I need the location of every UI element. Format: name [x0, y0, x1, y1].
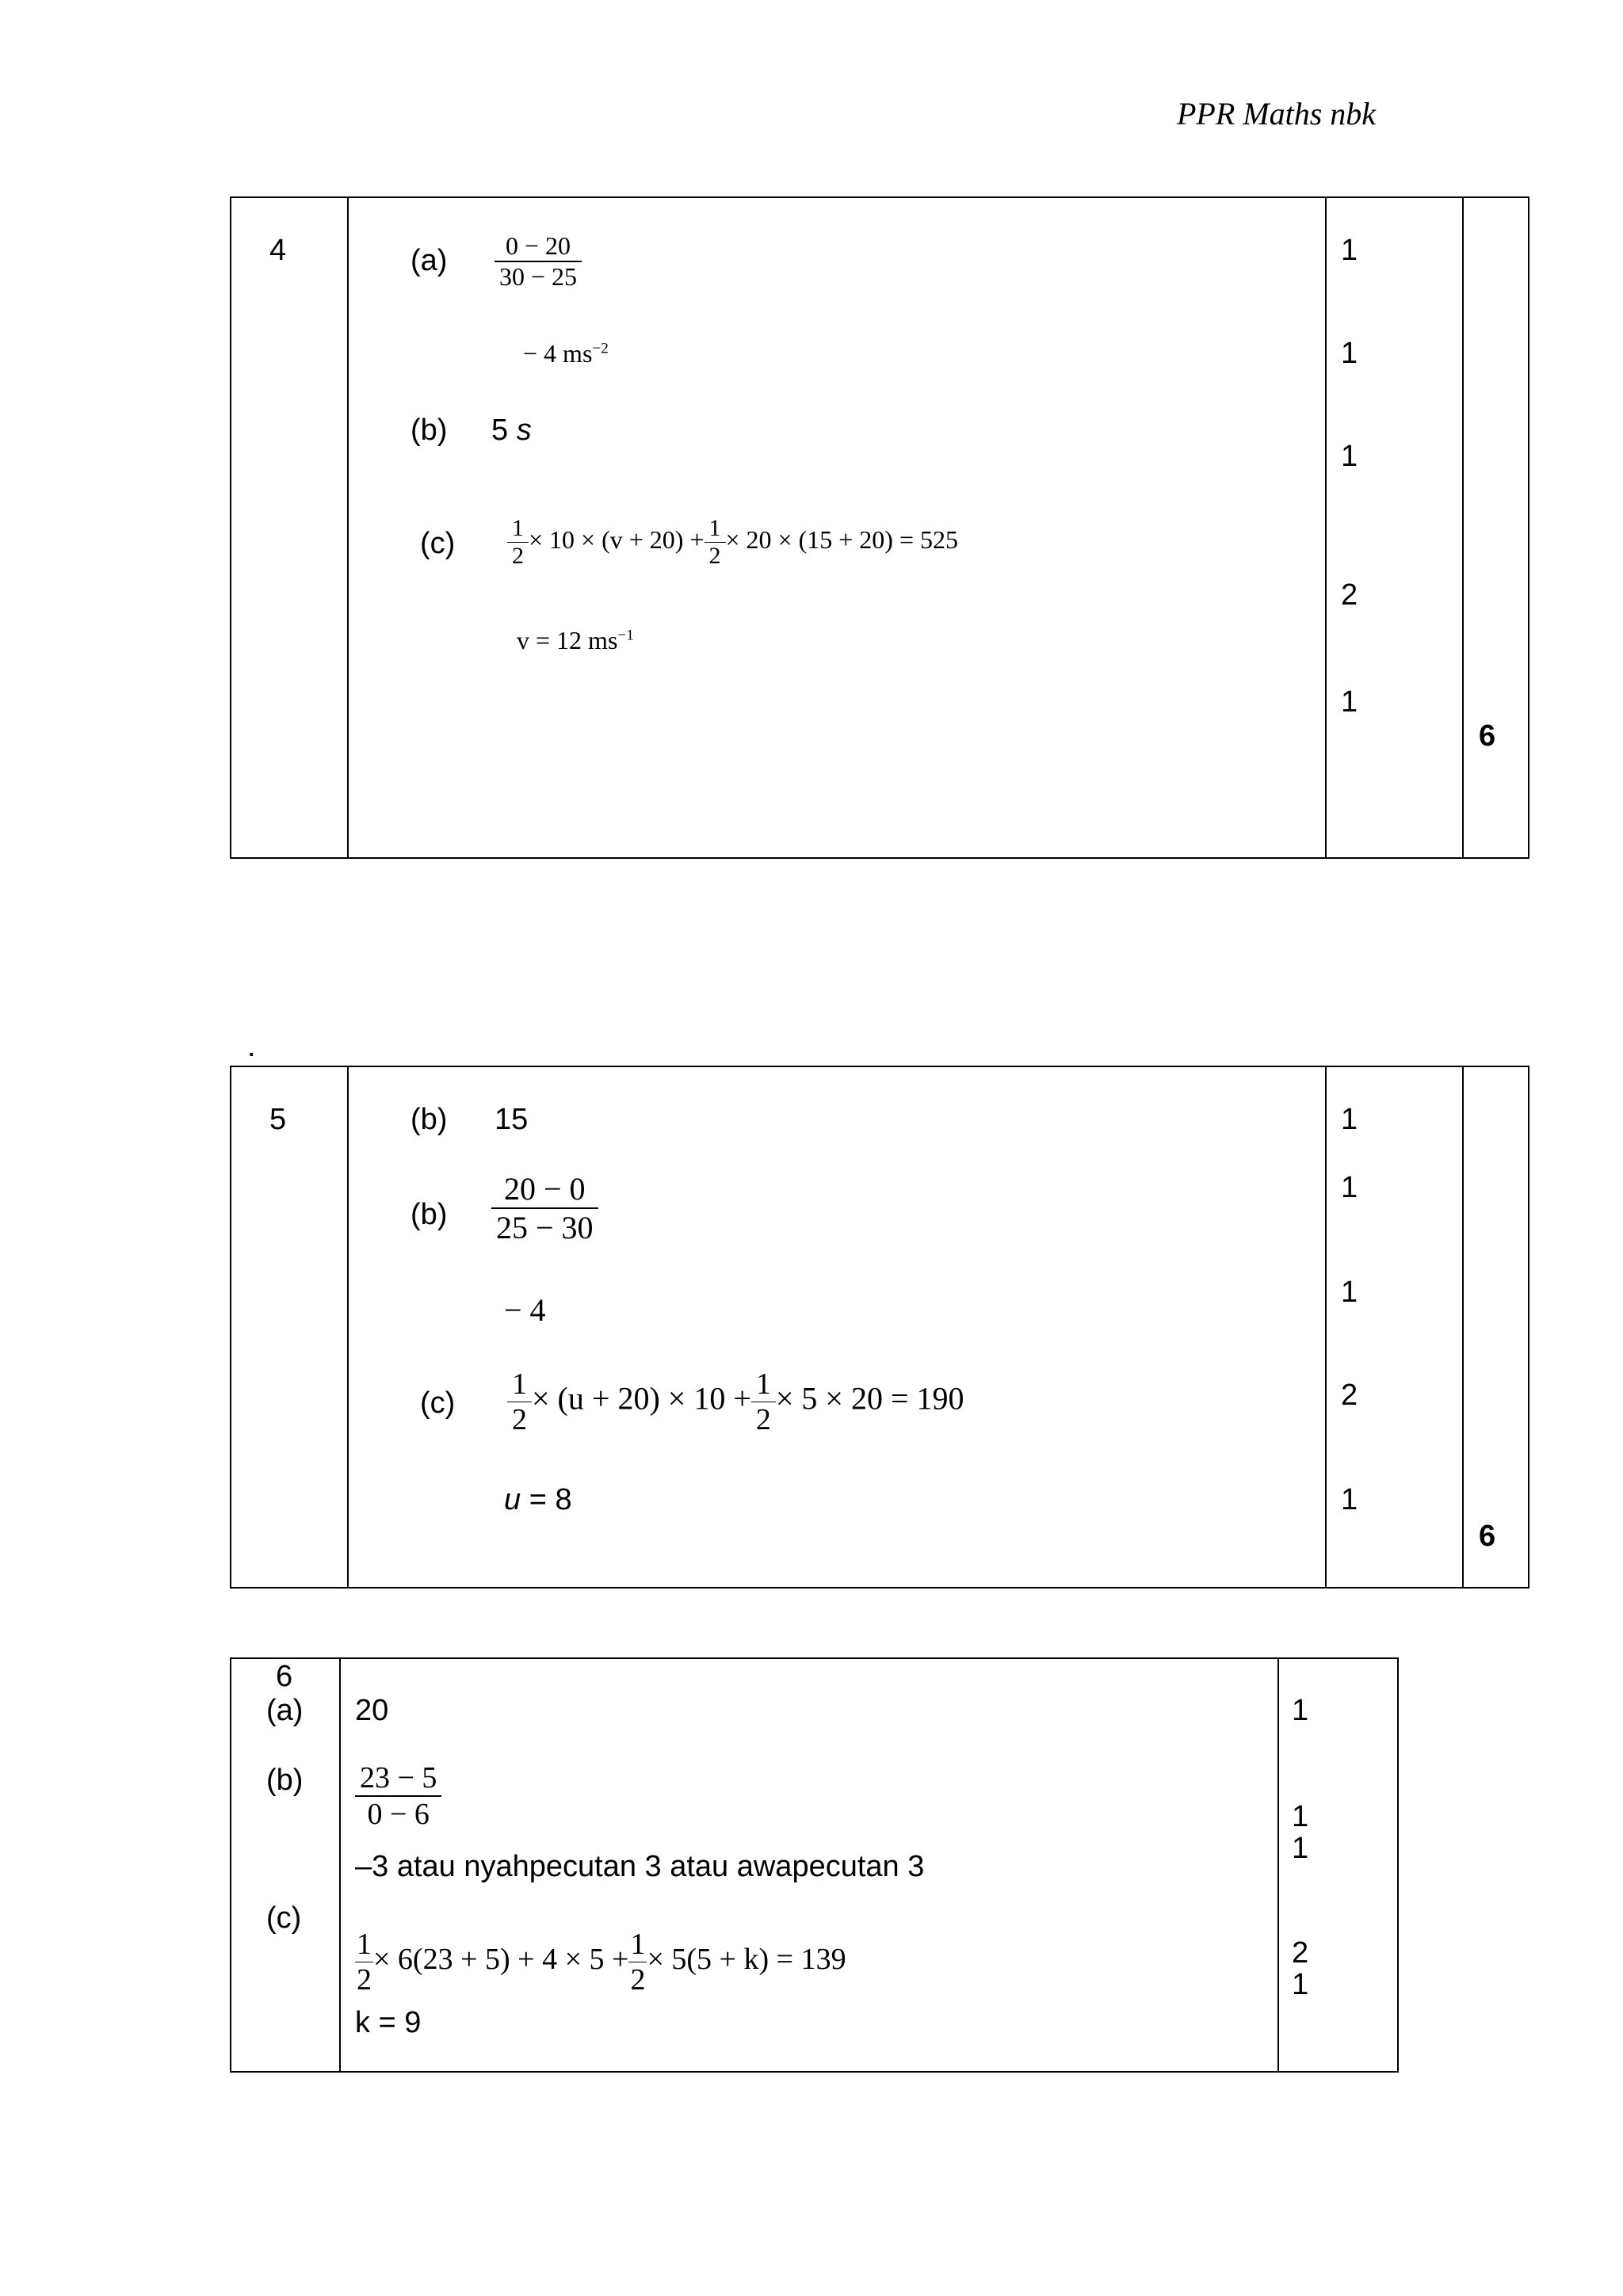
q5-mark-5: 1	[1341, 1483, 1358, 1516]
q5-a-answer: 15	[495, 1103, 529, 1136]
q4-a-label: (a)	[411, 244, 448, 277]
q6-mark-3: 1	[1292, 1832, 1309, 1865]
q6-divider-1	[339, 1657, 341, 2073]
q5-divider-3	[1462, 1066, 1464, 1589]
q4-mark-5: 1	[1341, 685, 1358, 719]
q5-divider-2	[1325, 1066, 1327, 1589]
q4-b-answer: 5 s	[491, 414, 532, 447]
q6-mark-4: 2	[1292, 1936, 1309, 1970]
q5-mark-4: 2	[1341, 1379, 1358, 1412]
q4-b-label: (b)	[411, 414, 448, 447]
q4-mark-1: 1	[1341, 234, 1358, 267]
q5-a-label: (b)	[411, 1103, 448, 1136]
q6-c-answer: k = 9	[355, 2006, 422, 2039]
q4-c-equation: $\frac{1}{2}$ × 10 × (v + 20) + $\frac{1}{2}$ × 20 × (15 + 20) = 525	[507, 515, 958, 570]
q4-mark-4: 2	[1341, 578, 1358, 612]
q5-total: 6	[1479, 1520, 1496, 1553]
q5-table	[230, 1066, 1529, 1589]
q5-c-label: (c)	[420, 1386, 456, 1420]
q6-c-label: (c)	[266, 1901, 302, 1935]
q4-mark-2: 1	[1341, 337, 1358, 370]
q6-mark-5: 1	[1292, 1968, 1309, 2001]
q5-mark-3: 1	[1341, 1276, 1358, 1309]
q5-b-answer: − 4	[504, 1292, 546, 1328]
q4-divider-1	[347, 196, 349, 859]
q4-mark-3: 1	[1341, 440, 1358, 473]
q5-mark-2: 1	[1341, 1171, 1358, 1204]
q4-c-label: (c)	[420, 527, 456, 560]
q4-a-fraction: $\frac{0 - 20}{30 - 25}$	[495, 231, 582, 292]
q5-b-fraction: $\frac{20 - 0}{25 - 30}$	[491, 1170, 598, 1246]
q5-number: 5	[269, 1103, 287, 1136]
page-header: PPR Maths nbk	[1177, 96, 1377, 132]
q4-c-answer: v = 12 $ms^{-1}$	[517, 626, 634, 654]
q5-divider-1	[347, 1066, 349, 1589]
q6-divider-2	[1277, 1657, 1279, 2073]
q5-mark-1: 1	[1341, 1103, 1358, 1136]
q4-number: 4	[269, 234, 287, 267]
q6-b-fraction: $\frac{23 - 5}{0 - 6}$	[355, 1760, 441, 1832]
q6-b-label: (b)	[266, 1764, 304, 1797]
q4-divider-3	[1462, 196, 1464, 859]
q6-a-label: (a)	[266, 1694, 304, 1727]
q4-divider-2	[1325, 196, 1327, 859]
q5-c-answer: u = 8	[504, 1483, 572, 1516]
q4-total: 6	[1479, 719, 1496, 753]
q4-a-answer: − 4 $ms^{-2}$	[523, 339, 609, 368]
q5-b-label: (b)	[411, 1198, 448, 1231]
q6-c-equation: $\frac{1}{2}$ × 6(23 + 5) + 4 × 5 + $\frac{1}{2}$ × 5(5 + k) = 139	[357, 1928, 846, 1997]
q5-c-equation: $\frac{1}{2}$ × (u + 20) × 10 + $\frac{1}{2}$ × 5 × 20 = 190	[507, 1367, 964, 1437]
q6-number: 6	[276, 1660, 293, 1693]
q6-b-answer: –3 atau nyahpecutan 3 atau awapecutan 3	[355, 1850, 925, 1883]
stray-dot: .	[247, 1030, 256, 1063]
q6-a-answer: 20	[355, 1694, 389, 1727]
q6-mark-1: 1	[1292, 1694, 1309, 1727]
q6-mark-2: 1	[1292, 1800, 1309, 1833]
